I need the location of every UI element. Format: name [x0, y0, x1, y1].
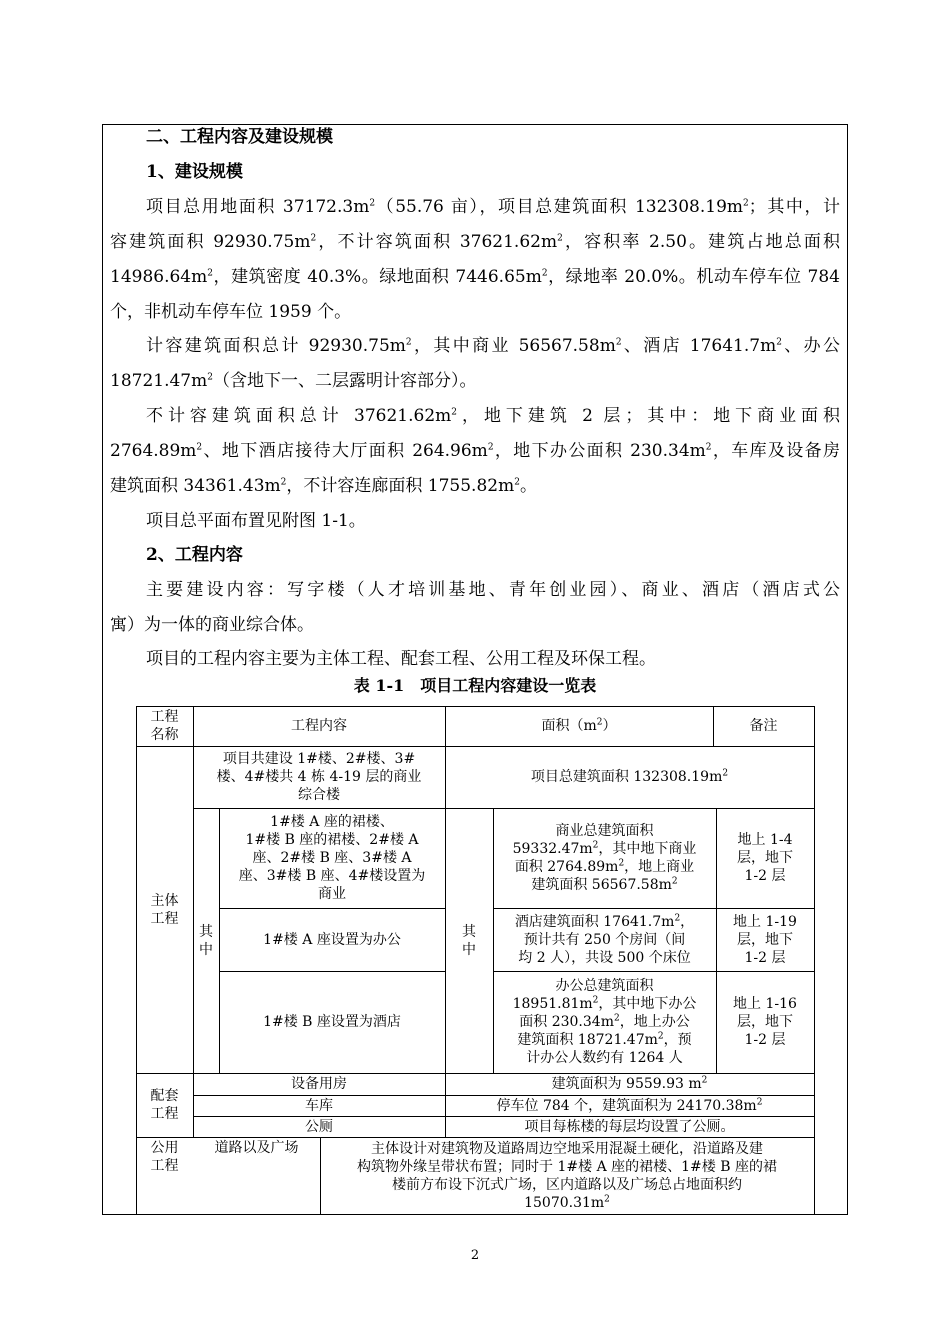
para1-line2: 容建筑面积 $92930.75m^2$，不计容筑面积 $37621.62m^2$，容积率 2.50。建筑占地总面积 — [110, 232, 841, 252]
subsection-title-content: 2、工程内容 — [146, 545, 243, 565]
row-road-description: 主体设计对建筑物及道路周边空地采用混凝土硬化，沿道路及建 构筑物外缘呈带状布置；同时于 1#楼 A 座的裙楼、1#楼 B 座的裙 楼前方布设下沉式广场，区内道路以及广场总占地面积约 $15070.31m^2$ — [357, 1140, 777, 1211]
para5-line2: 寓）为一体的商业综合体。 — [110, 615, 314, 635]
section-title: 二、工程内容及建设规模 — [146, 127, 333, 147]
row-total-content: 项目共建设 1#楼、2#楼、3# 楼、4#楼共 4 栋 4-19 层的商业 综合楼 — [216, 751, 422, 803]
header-project-name: 工程 名称 — [150, 709, 179, 743]
public-works-label: 公用 工程 — [150, 1140, 179, 1174]
para1-line1: 项目总用地面积 $37172.3m^2(55.76$ 亩），项目总建筑面积 $132308.19m^2$；其中，计 — [146, 197, 841, 217]
row-office-note: 地上 1-16 层，地下 1-2 层 — [733, 996, 797, 1048]
row-hotel-note: 地上 1-19 层，地下 1-2 层 — [733, 913, 797, 966]
row-road-content: 道路以及广场 — [214, 1140, 299, 1156]
main-works-label: 主体 工程 — [150, 892, 179, 927]
row-toilet-content: 公厕 — [305, 1118, 333, 1135]
qizhong-left: 其 中 — [199, 923, 213, 958]
row-equipment-area: 建筑面积为 9559.93 $m^2$ — [551, 1075, 708, 1092]
row-toilet-area: 项目每栋楼的每层均设置了公厕。 — [524, 1118, 735, 1135]
header-content: 工程内容 — [291, 718, 347, 734]
para6: 项目的工程内容主要为主体工程、配套工程、公用工程及环保工程。 — [146, 649, 656, 669]
header-note: 备注 — [749, 718, 778, 734]
page-number: 2 — [470, 1248, 480, 1263]
row-office-content: 1#楼 A 座设置为办公 — [263, 931, 401, 948]
row-equipment-content: 设备用房 — [291, 1076, 347, 1092]
para1-line3: $14986.64m^2$，建筑密度 40.3%。绿地面积 $7446.65m^2$，绿地率 20.0%。机动车停车位 784 — [110, 267, 841, 287]
para3-line1: 不计容建筑面积总计 $37621.62m^2$，地下建筑 2 层；其中：地下商业面积 — [146, 406, 841, 426]
row-office-area: 办公总建筑面积 $18951.81m^2$，其中地下办公 面积 $230.34m^2$，地上办公 建筑面积 $18721.47m^2$，预 计办公人数约有 1264 人 — [512, 978, 697, 1066]
row-hotel-content: 1#楼 B 座设置为酒店 — [263, 1014, 401, 1030]
row-commercial-note: 地上 1-4 层，地下 1-2 层 — [737, 832, 793, 884]
para4: 项目总平面布置见附图 1-1。 — [146, 511, 366, 531]
table-caption: 表 1-1 项目工程内容建设一览表 — [353, 676, 597, 695]
subsection-title-scale: 1、建设规模 — [146, 162, 243, 182]
qizhong-right: 其 中 — [462, 923, 476, 958]
row-commercial-area: 商业总建筑面积 $59332.47m^2$，其中地下商业 面积 $2764.89m^2$，地上商业 建筑面积 $56567.58m^2$ — [512, 823, 697, 893]
para1-line4: 个，非机动车停车位 1959 个。 — [110, 302, 352, 322]
para2-line1: 计容建筑面积总计 $92930.75m^2$，其中商业 $56567.58m^2$、酒店 $17641.7m^2$、办公 — [146, 336, 841, 356]
para3-line3: 建筑面积 $34361.43m^2$，不计容连廊面积 $1755.82m^2$。 — [110, 476, 537, 496]
row-hotel-area: 酒店建筑面积 $17641.7m^2$， 预计共有 250 个房间（间 均 2 人），共设 500 个床位 — [514, 912, 695, 966]
para5-line1: 主要建设内容：写字楼（人才培训基地、青年创业园）、商业、酒店（酒店式公 — [146, 580, 840, 600]
header-area: 面积$(m^2)$ — [541, 717, 617, 734]
para3-line2: $2764.89m^2$、地下酒店接待大厅面积 $264.96m^2$，地下办公面积 $230.34m^2$，车库及设备房 — [110, 441, 840, 461]
row-commercial-content: 1#楼 A 座的裙楼、 1#楼 B 座的裙楼、2#楼 A 座、2#楼 B 座、3#楼 A 座、3#楼 B 座、4#楼设置为 商业 — [238, 814, 426, 902]
support-works-label: 配套 工程 — [150, 1088, 179, 1122]
row-garage-area: 停车位 784 个，建筑面积为 $24170.38m^2$ — [496, 1096, 763, 1114]
row-total-area: 项目总建筑面积 $132308.19m^2$ — [530, 768, 729, 785]
para2-line2: $18721.47m^2$（含地下一、二层露明计容部分）。 — [110, 371, 477, 391]
row-garage-content: 车库 — [305, 1097, 333, 1114]
